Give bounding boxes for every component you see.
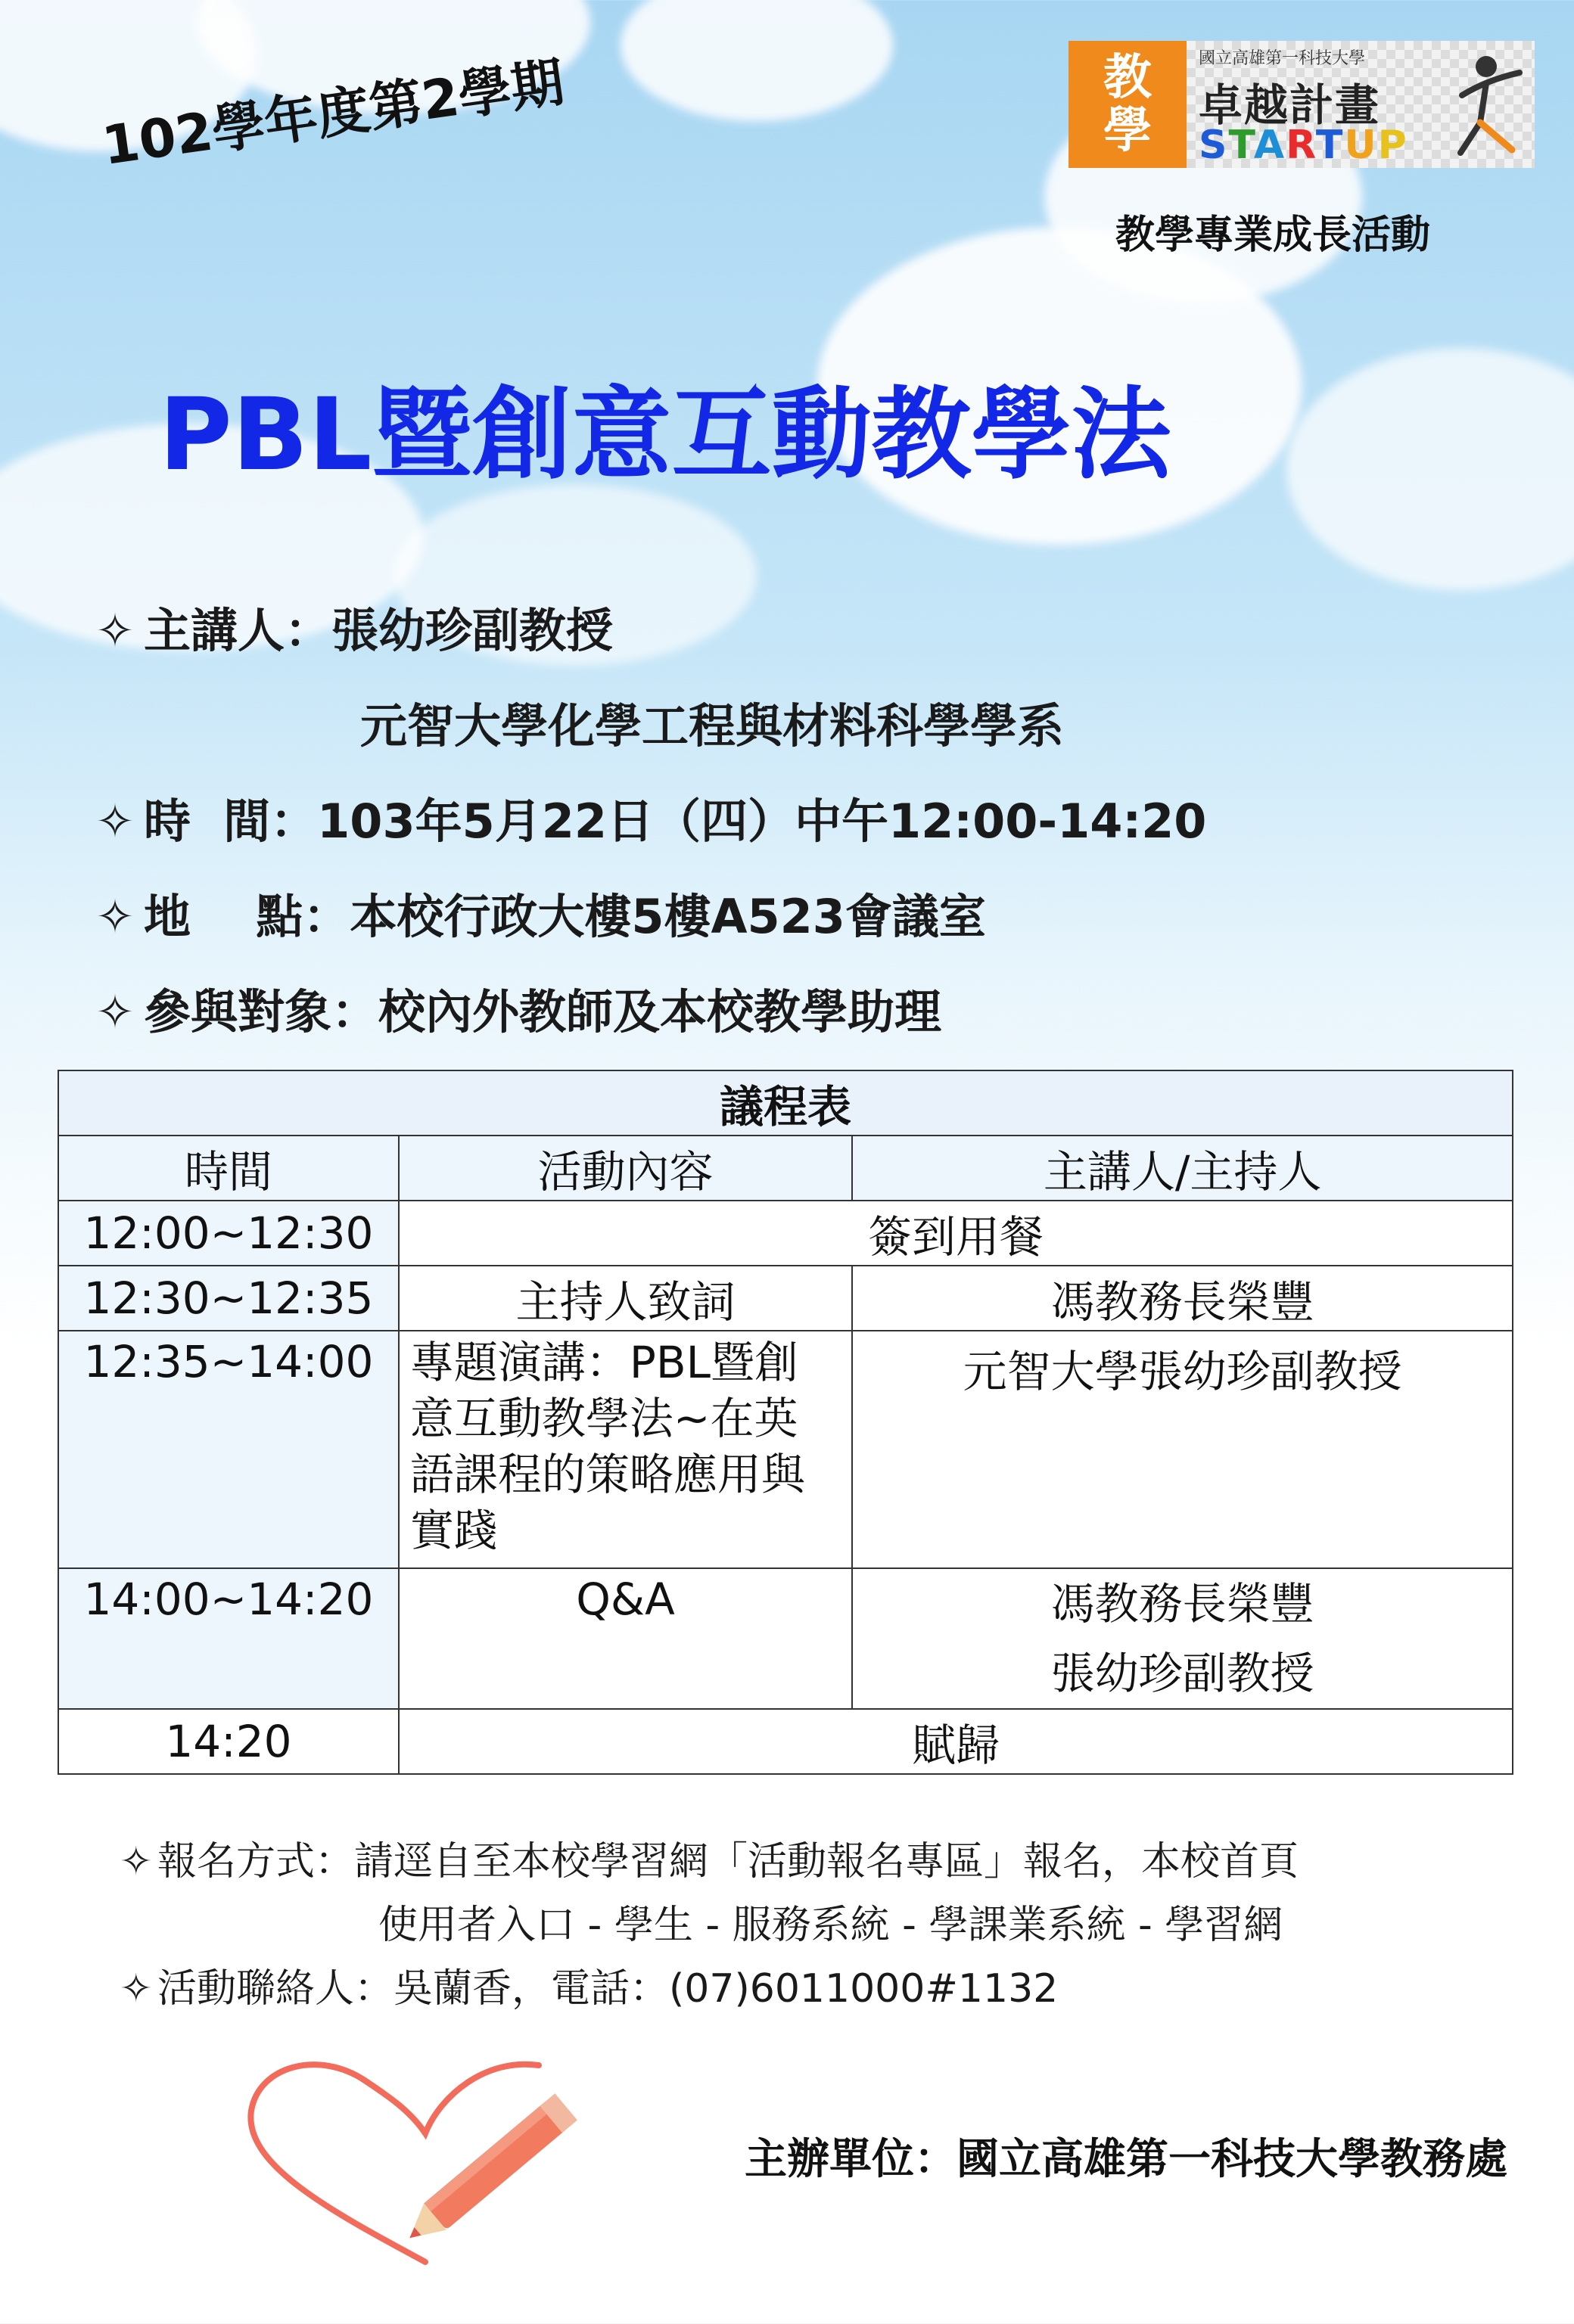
organizer-label: 主辦單位：國立高雄第一科技大學教務處	[745, 2135, 1507, 2184]
logo-teaching-block	[1069, 41, 1187, 168]
semester-label: 102學年度第2學期	[98, 51, 568, 178]
contact-line	[120, 1956, 1058, 2013]
sparkle-bullet-icon: ✧	[120, 1839, 153, 1884]
registration-path: 使用者入口 - 學生 - 服務系統 - 學課業系統 - 學習網	[378, 1903, 1283, 1948]
speaker-name: 張幼珍副教授	[331, 603, 614, 658]
logo-startup-letter: T	[1315, 123, 1345, 168]
row-host: 元智大學張幼珍副教授	[852, 1331, 1513, 1568]
table-row	[58, 1709, 1513, 1774]
host-name: 張幼珍副教授	[1050, 1648, 1314, 1699]
registration-text: 報名方式：請逕自至本校學習網「活動報名專區」報名，本校首頁	[157, 1839, 1299, 1884]
row-activity: 賦歸	[399, 1709, 1513, 1774]
row-time: 12:30~12:35	[58, 1266, 399, 1331]
column-header-time: 時間	[58, 1136, 399, 1201]
logo-plan-name: 卓越計畫	[1199, 79, 1381, 131]
sparkle-bullet-icon: ✧	[95, 984, 135, 1039]
logo-char: 學	[1103, 103, 1152, 159]
table-row	[58, 1201, 1513, 1266]
activity-line: 專題演講：PBL暨創	[409, 1337, 798, 1388]
logo-startup-word	[1199, 123, 1408, 168]
cloud-decoration	[1286, 348, 1574, 590]
logo-startup-letter: S	[1199, 123, 1229, 168]
audience-label: 參與對象：	[144, 984, 379, 1039]
row-activity: Q&A	[399, 1568, 852, 1709]
running-figure-icon	[1447, 50, 1530, 160]
host-name: 馮教務長榮豐	[1050, 1578, 1314, 1630]
logo-text-block	[1187, 41, 1535, 168]
time-value: 103年5月22日（四）中午12:00-14:20	[317, 794, 1207, 849]
registration-line	[120, 1829, 1299, 1886]
column-header-host: 主講人/主持人	[852, 1136, 1513, 1201]
place-line	[95, 879, 986, 946]
sparkle-bullet-icon: ✧	[95, 603, 135, 658]
activity-line: 語課程的策略應用與	[409, 1449, 805, 1500]
row-activity	[399, 1331, 852, 1568]
speaker-affiliation: 元智大學化學工程與材料科學學系	[360, 698, 1065, 753]
logo-startup-letter: U	[1344, 123, 1378, 168]
row-host: 馮教務長榮豐	[852, 1266, 1513, 1331]
agenda-caption: 議程表	[58, 1070, 1513, 1136]
row-activity: 簽到用餐	[399, 1201, 1513, 1266]
sparkle-bullet-icon: ✧	[120, 1966, 153, 2012]
time-line	[95, 784, 1206, 851]
logo-char: 教	[1103, 50, 1152, 106]
event-subtitle: 教學專業成長活動	[1115, 213, 1431, 258]
place-label: 地 點：	[144, 889, 350, 944]
startup-logo	[1069, 41, 1535, 168]
column-header-activity: 活動內容	[399, 1136, 852, 1201]
speaker-line	[95, 593, 613, 660]
audience-line	[95, 974, 941, 1042]
speaker-label: 主講人：	[144, 603, 332, 658]
logo-startup-letter: P	[1377, 123, 1408, 168]
table-row	[58, 1331, 1513, 1568]
contact-text: 活動聯絡人：吳蘭香，電話：(07)6011000#1132	[157, 1966, 1059, 2012]
heart-pencil-icon	[236, 2043, 630, 2285]
logo-startup-letter: R	[1286, 123, 1316, 168]
place-value: 本校行政大樓5樓A523會議室	[350, 889, 986, 944]
row-activity: 主持人致詞	[399, 1266, 852, 1331]
row-time: 14:00~14:20	[58, 1568, 399, 1709]
activity-line: 實踐	[409, 1505, 498, 1556]
logo-startup-letter: A	[1253, 123, 1286, 168]
page-title: PBL暨創意互動教學法	[159, 377, 1171, 493]
activity-line: 意互動教學法~在英	[409, 1393, 798, 1444]
agenda-table	[58, 1070, 1513, 1775]
cloud-decoration	[621, 0, 893, 121]
sparkle-bullet-icon: ✧	[95, 794, 135, 849]
logo-startup-letter: T	[1228, 123, 1254, 168]
audience-value: 校內外教師及本校教學助理	[378, 984, 942, 1039]
row-time: 12:35~14:00	[58, 1331, 399, 1568]
time-label: 時 間：	[144, 794, 318, 849]
table-row	[58, 1266, 1513, 1331]
table-row	[58, 1568, 1513, 1709]
row-time: 12:00~12:30	[58, 1201, 399, 1266]
logo-school-name: 國立高雄第一科技大學	[1199, 49, 1366, 68]
sparkle-bullet-icon: ✧	[95, 889, 135, 944]
row-host	[852, 1568, 1513, 1709]
row-time: 14:20	[58, 1709, 399, 1774]
